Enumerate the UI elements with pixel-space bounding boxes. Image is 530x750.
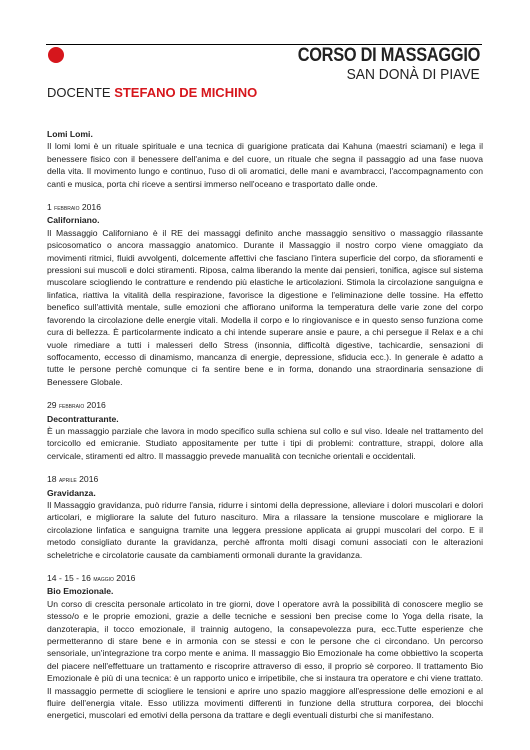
- section-date: [47, 473, 483, 486]
- red-dot-icon: [48, 47, 64, 63]
- date-year: 2016: [81, 202, 101, 213]
- section-date: [47, 572, 483, 585]
- date-day: 14 - 15 - 16: [47, 573, 91, 583]
- section-decontratturante: [47, 399, 483, 462]
- course-title: CORSO DI MASSAGGIO: [297, 45, 480, 66]
- section-title: Decontratturante.: [47, 413, 119, 424]
- date-year: 2016: [79, 474, 99, 485]
- date-month: febbraio: [58, 401, 85, 411]
- section-bio-emozionale: [47, 572, 483, 722]
- teacher-line: [47, 85, 257, 101]
- section-lomi-lomi: [47, 128, 483, 190]
- date-month: febbraio: [54, 203, 80, 213]
- course-content: [47, 128, 483, 733]
- date-month: maggio: [93, 574, 114, 583]
- section-title: Lomi Lomi.: [47, 129, 93, 139]
- section-title: Californiano.: [47, 215, 100, 226]
- date-month: aprile: [58, 475, 77, 485]
- date-day: 1: [47, 202, 52, 213]
- section-text: Un corso di crescita personale articolato in tre giorni, dove l operatore avrà la possibilità di conoscere meglio se stesso/o e le proprie emozioni, grazie a delle tecniche e sessioni ben precise come lo Yoga della risate, la danzoterapia, il tocco emozionale, il trainnig autogeno, la consapevolezza pura, ecc.Tutte esperienze che permetteranno di stare bene e in armonia con se stessi e con le persone che ci circondano. Un percorso sensoriale, un'integrazione tra corpo mente e anima. Il massaggio Bio Emozionale ha come obbiettivo la scoperta del piacere nell'effettuare un trattamento e riscoprire attraverso di esso, il proprio sè corporeo. Il trattamento Bio Emozionale è più di una tecnica: è un rapporto unico e irripetibile, che si instaura tra operatore e chi viene trattato. Il massaggio permette di sciogliere le tensioni e aprire uno spazio maggiore all'espressione delle emozioni e al fluire dell'energia vitale. Esso utilizza movimenti differenti in funzione della struttura corporea, dei blocchi energetici, muscolari ed emotivi della persona da trattare e degli eventuali disturbi che si manifestano.: [47, 598, 483, 721]
- section-text: Il lomi lomi è un rituale spirituale e una tecnica di guarigione praticata dai Kahuna (maestri sciamani) e lega il benessere fisico con il benessere dell'anima e del cuore, un rituale che segna il passaggio ad una fase nuova della vita. Il movimento lungo e continuo, l'uso di oli aromatici, delle mani e avambracci, l'accompagnamento con canti e musica, porta chi riceve a sentirsi immerso nell'oceano e trasportato dalle onde.: [47, 141, 483, 189]
- section-californiano: [47, 201, 483, 388]
- date-year: 2016: [116, 573, 136, 583]
- page-header: [0, 0, 530, 120]
- date-year: 2016: [86, 400, 106, 411]
- section-date: [47, 201, 483, 214]
- course-location: SAN DONÀ DI PIAVE: [346, 66, 480, 83]
- section-text: È un massaggio parziale che lavora in modo specifico sulla schiena sul collo e sul viso. Ideale nel trattamento del torcicollo ed emicranie. Studiato appositamente per tutte i tipi di problemi: contratture, strappi, dolore alla cervicale, stiramenti ed altro. Il massaggio prevede manualità con tecniche orientali e occidentali.: [47, 425, 483, 461]
- section-date: [47, 399, 483, 412]
- date-day: 29: [47, 400, 57, 411]
- section-text: Il Massaggio gravidanza, può ridurre l'ansia, ridurre i sintomi della depressione, alleviare i dolori muscolari e dolori articolari, e migliorare la salute del futuro nascituro. Mira a rilassare la tensione muscolare e migliorare la circolazione linfatica e sanguigna tramite una leggera pressione applicata ai gruppi muscolari del corpo. E il metodo consigliato durante la gravidanza, perchè affronta molti disagi comuni associati con le alterazioni scheletriche e circolatorie causate da cambiamenti ormonali durante la gravidanza.: [47, 499, 483, 560]
- teacher-label: DOCENTE: [47, 85, 111, 100]
- section-gravidanza: [47, 473, 483, 561]
- section-title: Bio Emozionale.: [47, 586, 114, 597]
- teacher-name: STEFANO DE MICHINO: [114, 85, 258, 100]
- date-day: 18: [47, 474, 57, 485]
- section-text: Il Massaggio Californiano è il RE dei massaggi definito anche massaggio sensitivo o massaggio rilassante psicosomatico o ancora massaggio anatomico. Durante il Massaggio il nostro corpo viene omaggiato da movimenti ritmici, fluidi avvolgenti, dolcemente affettivi che fasciano l'intera superficie del corpo, da sfioramenti e pressioni sui muscoli e dolci stiramenti. Riposa, calma liberando la mente dai pensieri, tonifica, agisce sul sistema muscolare sciogliendo le contratture e rendendo più elastiche le articolazioni. Stimola la circolazione sanguigna e linfatica, riattiva la vitalità della respirazione, favorisce la digestione e l'eliminazione delle tossine. Ha effetto benefico sull'attività mentale, sulle emozioni che affiorano uniforma la temperatura delle varie zone del corpo favorendo la circolazione delle energie vitali. Modella il corpo e lo ringiovanisce e in questo senso funziona come cura di bellezza. È particolarmente indicato a chi intende superare ansie e paure, a chi persegue il Relax e a chi vuole rimediare a tutti i malesseri dello Stress (insonnia, difficoltà digestive, tachicardie, sensazioni di soffocamento, eccesso di dinamismo, mancanza di energie, depressione, sfiducia ecc.). In generale è adatto a tutte le persone perchè comunque ci fa sentire bene e in forma, donando una straordinaria sensazione di Benessere Globale.: [47, 227, 483, 387]
- section-title: Gravidanza.: [47, 487, 96, 498]
